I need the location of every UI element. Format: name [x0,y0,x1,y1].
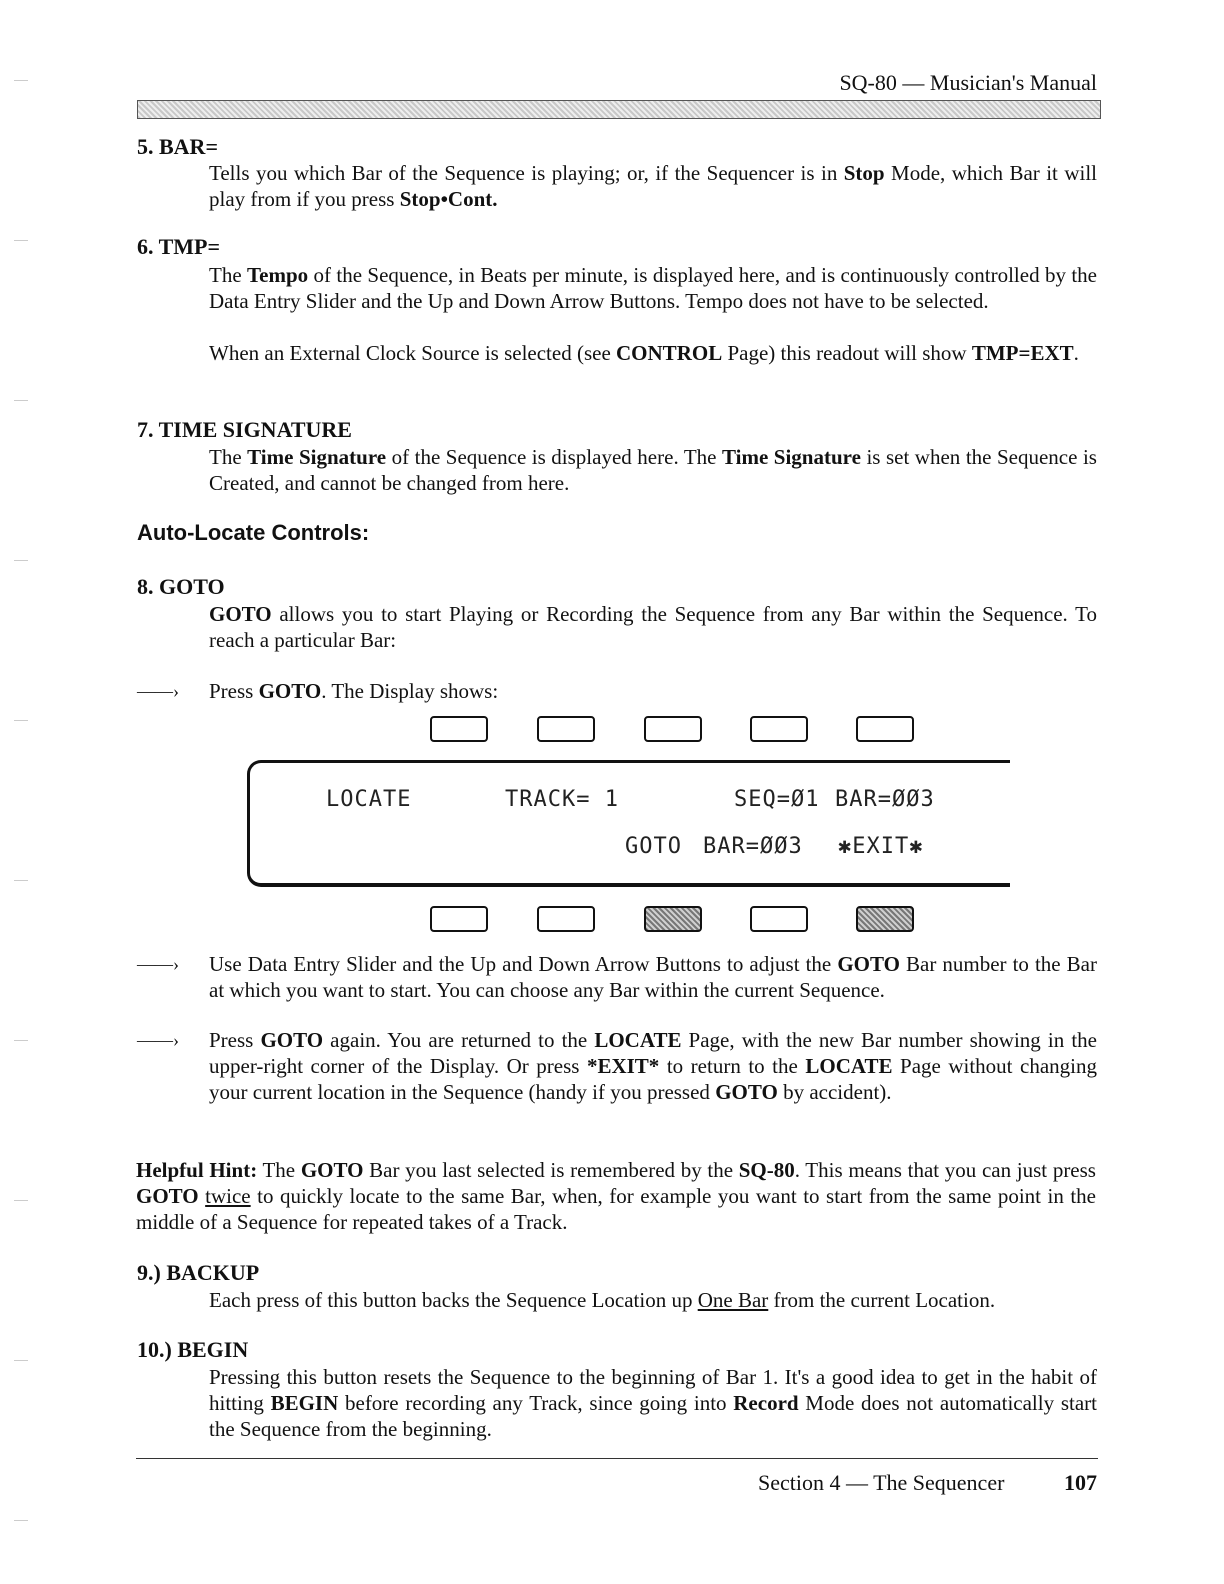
item-heading-backup: 9.) BACKUP [137,1260,260,1285]
running-header: SQ-80 — Musician's Manual [839,70,1097,95]
margin-mark [14,400,28,401]
soft-key [537,716,595,742]
soft-key-active [856,906,914,932]
item-text-bar: Tells you which Bar of the Sequence is playing; or, if the Sequencer is in Stop Mode, which Bar it will play from if you press Stop•Cont. [209,161,1097,211]
item-text-begin: Pressing this button resets the Sequence to the beginning of Bar 1. It's a good idea to get in the habit of hitting BEGIN before recording any Track, since going into Record Mode does not automatically start the Sequence from the beginning. [209,1365,1097,1441]
lcd-bar: BAR=ØØ3 [835,787,935,812]
goto-step-2: Use Data Entry Slider and the Up and Down Arrow Buttons to adjust the GOTO Bar number to the Bar at which you want to start. You can choose any Bar within the current Sequence. [209,952,1097,1002]
lcd-exit: ✱EXIT✱ [838,834,924,859]
item-heading-begin: 10.) BEGIN [137,1337,249,1362]
header-rule [137,100,1101,119]
margin-mark [14,1360,28,1361]
margin-mark [14,80,28,81]
soft-key [537,906,595,932]
lcd-display [247,760,1010,887]
helpful-hint: Helpful Hint: The GOTO Bar you last selected is remembered by the SQ-80. This means that you can just press GOTO twice to quickly locate to the same Bar, when, for example you want to start from the same point in the middle of a Sequence for repeated takes of a Track. [136,1158,1097,1234]
goto-step-1: Press GOTO. The Display shows: [209,679,499,703]
lcd-track: TRACK= 1 [505,787,619,812]
margin-mark [14,1200,28,1201]
arrow-icon: ——› [137,954,179,974]
margin-mark [14,720,28,721]
soft-key [750,716,808,742]
item-text-backup: Each press of this button backs the Sequence Location up One Bar from the current Location. [209,1288,996,1312]
section-heading: Auto-Locate Controls: [137,520,370,545]
soft-key [856,716,914,742]
lcd-goto-bar: BAR=ØØ3 [703,834,803,859]
margin-mark [14,240,28,241]
soft-key-active [644,906,702,932]
margin-mark [14,1520,28,1521]
footer-section: Section 4 — The Sequencer [758,1470,1005,1495]
soft-key [430,716,488,742]
item-text-goto: GOTO allows you to start Playing or Recording the Sequence from any Bar within the Sequence. To reach a particular Bar: [209,602,1097,652]
item-heading-tmp: 6. TMP= [137,234,221,259]
soft-key [430,906,488,932]
soft-key [644,716,702,742]
arrow-icon: ——› [137,681,179,701]
page-number: 107 [1064,1470,1097,1495]
margin-mark [14,880,28,881]
lcd-goto: GOTO [625,834,682,859]
margin-mark [14,1040,28,1041]
item-text-tmp: The Tempo of the Sequence, in Beats per minute, is displayed here, and is continuously controlled by the Data Entry Slider and the Up and Down Arrow Buttons. Tempo does not have to be selected. [209,263,1098,313]
soft-key [750,906,808,932]
item-heading-bar: 5. BAR= [137,134,218,159]
goto-step-3: Press GOTO again. You are returned to the LOCATE Page, with the new Bar number showing in the upper-right corner of the Display. Or press *EXIT* to return to the LOCATE Page without changing your current location in the Sequence (handy if you pressed GOTO by accident). [209,1028,1098,1104]
lcd-locate: LOCATE [326,787,412,812]
item-heading-goto: 8. GOTO [137,574,225,599]
margin-mark [14,560,28,561]
lcd-seq: SEQ=Ø1 [734,787,820,812]
item-text-time-signature: The Time Signature of the Sequence is displayed here. The Time Signature is set when the Sequence is Created, and cannot be changed from here. [209,445,1097,495]
item-text-tmp-ext: When an External Clock Source is selected (see CONTROL Page) this readout will show TMP=EXT. [209,341,1079,365]
item-heading-time-signature: 7. TIME SIGNATURE [137,417,352,442]
footer-rule [136,1458,1098,1459]
arrow-icon: ——› [137,1030,179,1050]
